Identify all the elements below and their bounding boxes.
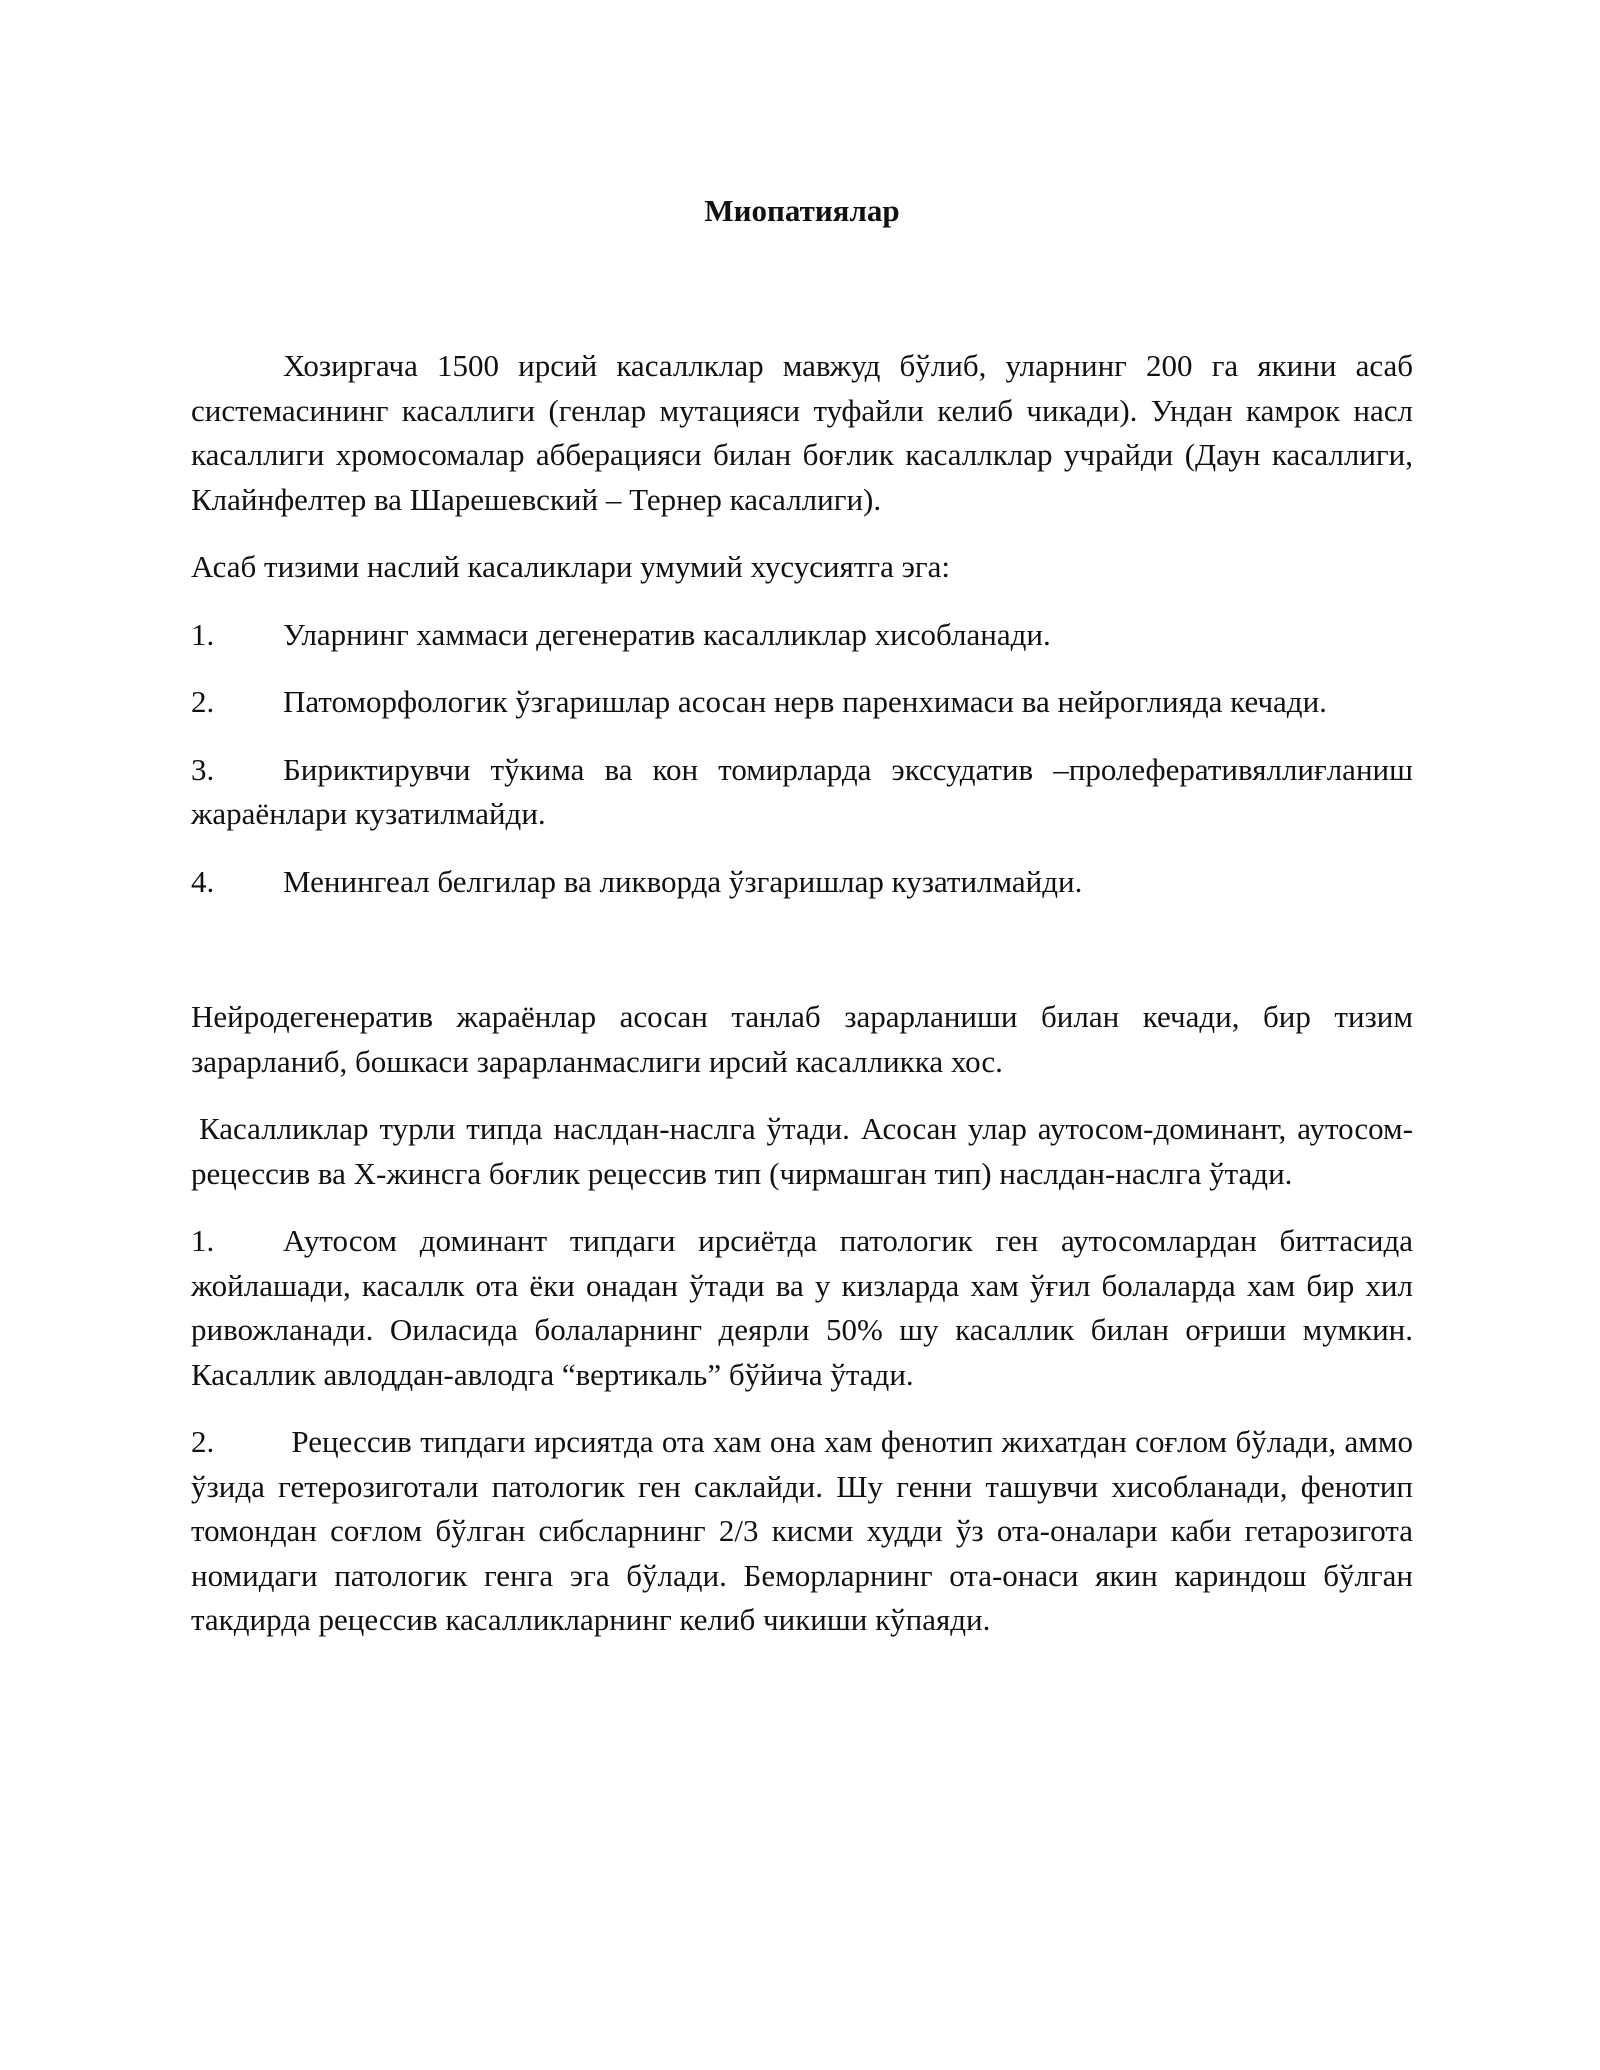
list-item	[191, 613, 1413, 658]
list-item-number: 3.	[191, 751, 215, 787]
list-item-text: Рецессив типдаги ирсиятда ота хам она хам фенотип жихатдан соғлом бўлади, аммо ўзида гетерозиготали патологик ген саклайди. Шу генни ташувчи хисобланади, фенотип томондан соғлом бўлган сибсларнинг 2/3 кисми худди ўз ота-оналари каби гетарозигота номидаги патологик генга эга бўлади. Беморларнинг ота-онаси якин кариндош бўлган такдирда рецессив касалликларнинг келиб чикиши кўпаяди.	[191, 1424, 1413, 1637]
list-item-text: Аутосом доминант типдаги ирсиётда патологик ген аутосомлардан биттасида жойлашади, касаллк ота ёки онадан ўтади ва у кизларда хам ўғил болаларда хам бир хил ривожланади. Оиласида болаларнинг деярли 50% шу касаллик билан оғриши мумкин. Касаллик авлоддан-авлодга “вертикаль” бўйича ўтади.	[191, 1223, 1413, 1392]
list-item-number: 2.	[191, 1424, 215, 1459]
common-features-list	[191, 613, 1413, 905]
list-item	[191, 680, 1413, 725]
list-item-text: Бириктирувчи тўкима ва кон томирларда экссудатив –пролеферативяллиғланиш жараёнлари кузатилмайди.	[191, 751, 1413, 831]
list-item-text: Патоморфологик ўзгаришлар асосан нерв паренхимаси ва нейроглияда кечади.	[283, 684, 1327, 719]
list-item-text: Уларнинг хаммаси дегенератив касалликлар хисобланади.	[283, 616, 1051, 652]
list-item	[191, 860, 1413, 905]
document-title: Миопатиялар	[704, 193, 900, 228]
list-item	[191, 748, 1413, 837]
intro-paragraph: Хозиргача 1500 ирсий касаллклар мавжуд бўлиб, уларнинг 200 га якини асаб системасининг касаллиги (генлар мутацияси туфайли келиб чикади). Ундан камрок насл касаллиги хромосомалар абберацияси билан боғлик касаллклар учрайди (Даун касаллиги, Клайнфелтер ва Шарешевский – Тернер касаллиги).	[191, 348, 1413, 517]
inheritance-types-list	[191, 1219, 1413, 1643]
inheritance-paragraph: Касалликлар турли типда наслдан-наслга ўтади. Асосан улар аутосом-доминант, аутосом-рецессив ва Х-жинсга боғлик рецессив тип (чирмашган тип) наслдан-наслга ўтади.	[191, 1111, 1413, 1191]
list-item	[191, 1420, 1413, 1643]
document-page	[191, 188, 1413, 1666]
common-features-heading: Асаб тизими наслий касаликлари умумий хусусиятга эга:	[191, 549, 950, 584]
list-item-number: 1.	[191, 616, 215, 652]
neurodegenerative-paragraph: Нейродегенератив жараёнлар асосан танлаб зарарланиши билан кечади, бир тизим зарарланиб, бошкаси зарарланмаслиги ирсий касалликка хос.	[191, 999, 1413, 1079]
list-item-number: 2.	[191, 684, 215, 719]
list-item-text: Менингеал белгилар ва ликворда ўзгаришлар кузатилмайди.	[283, 863, 1083, 899]
list-item-number: 1.	[191, 1223, 215, 1258]
list-item-number: 4.	[191, 863, 215, 899]
spacer	[191, 927, 1413, 995]
list-item	[191, 1219, 1413, 1397]
